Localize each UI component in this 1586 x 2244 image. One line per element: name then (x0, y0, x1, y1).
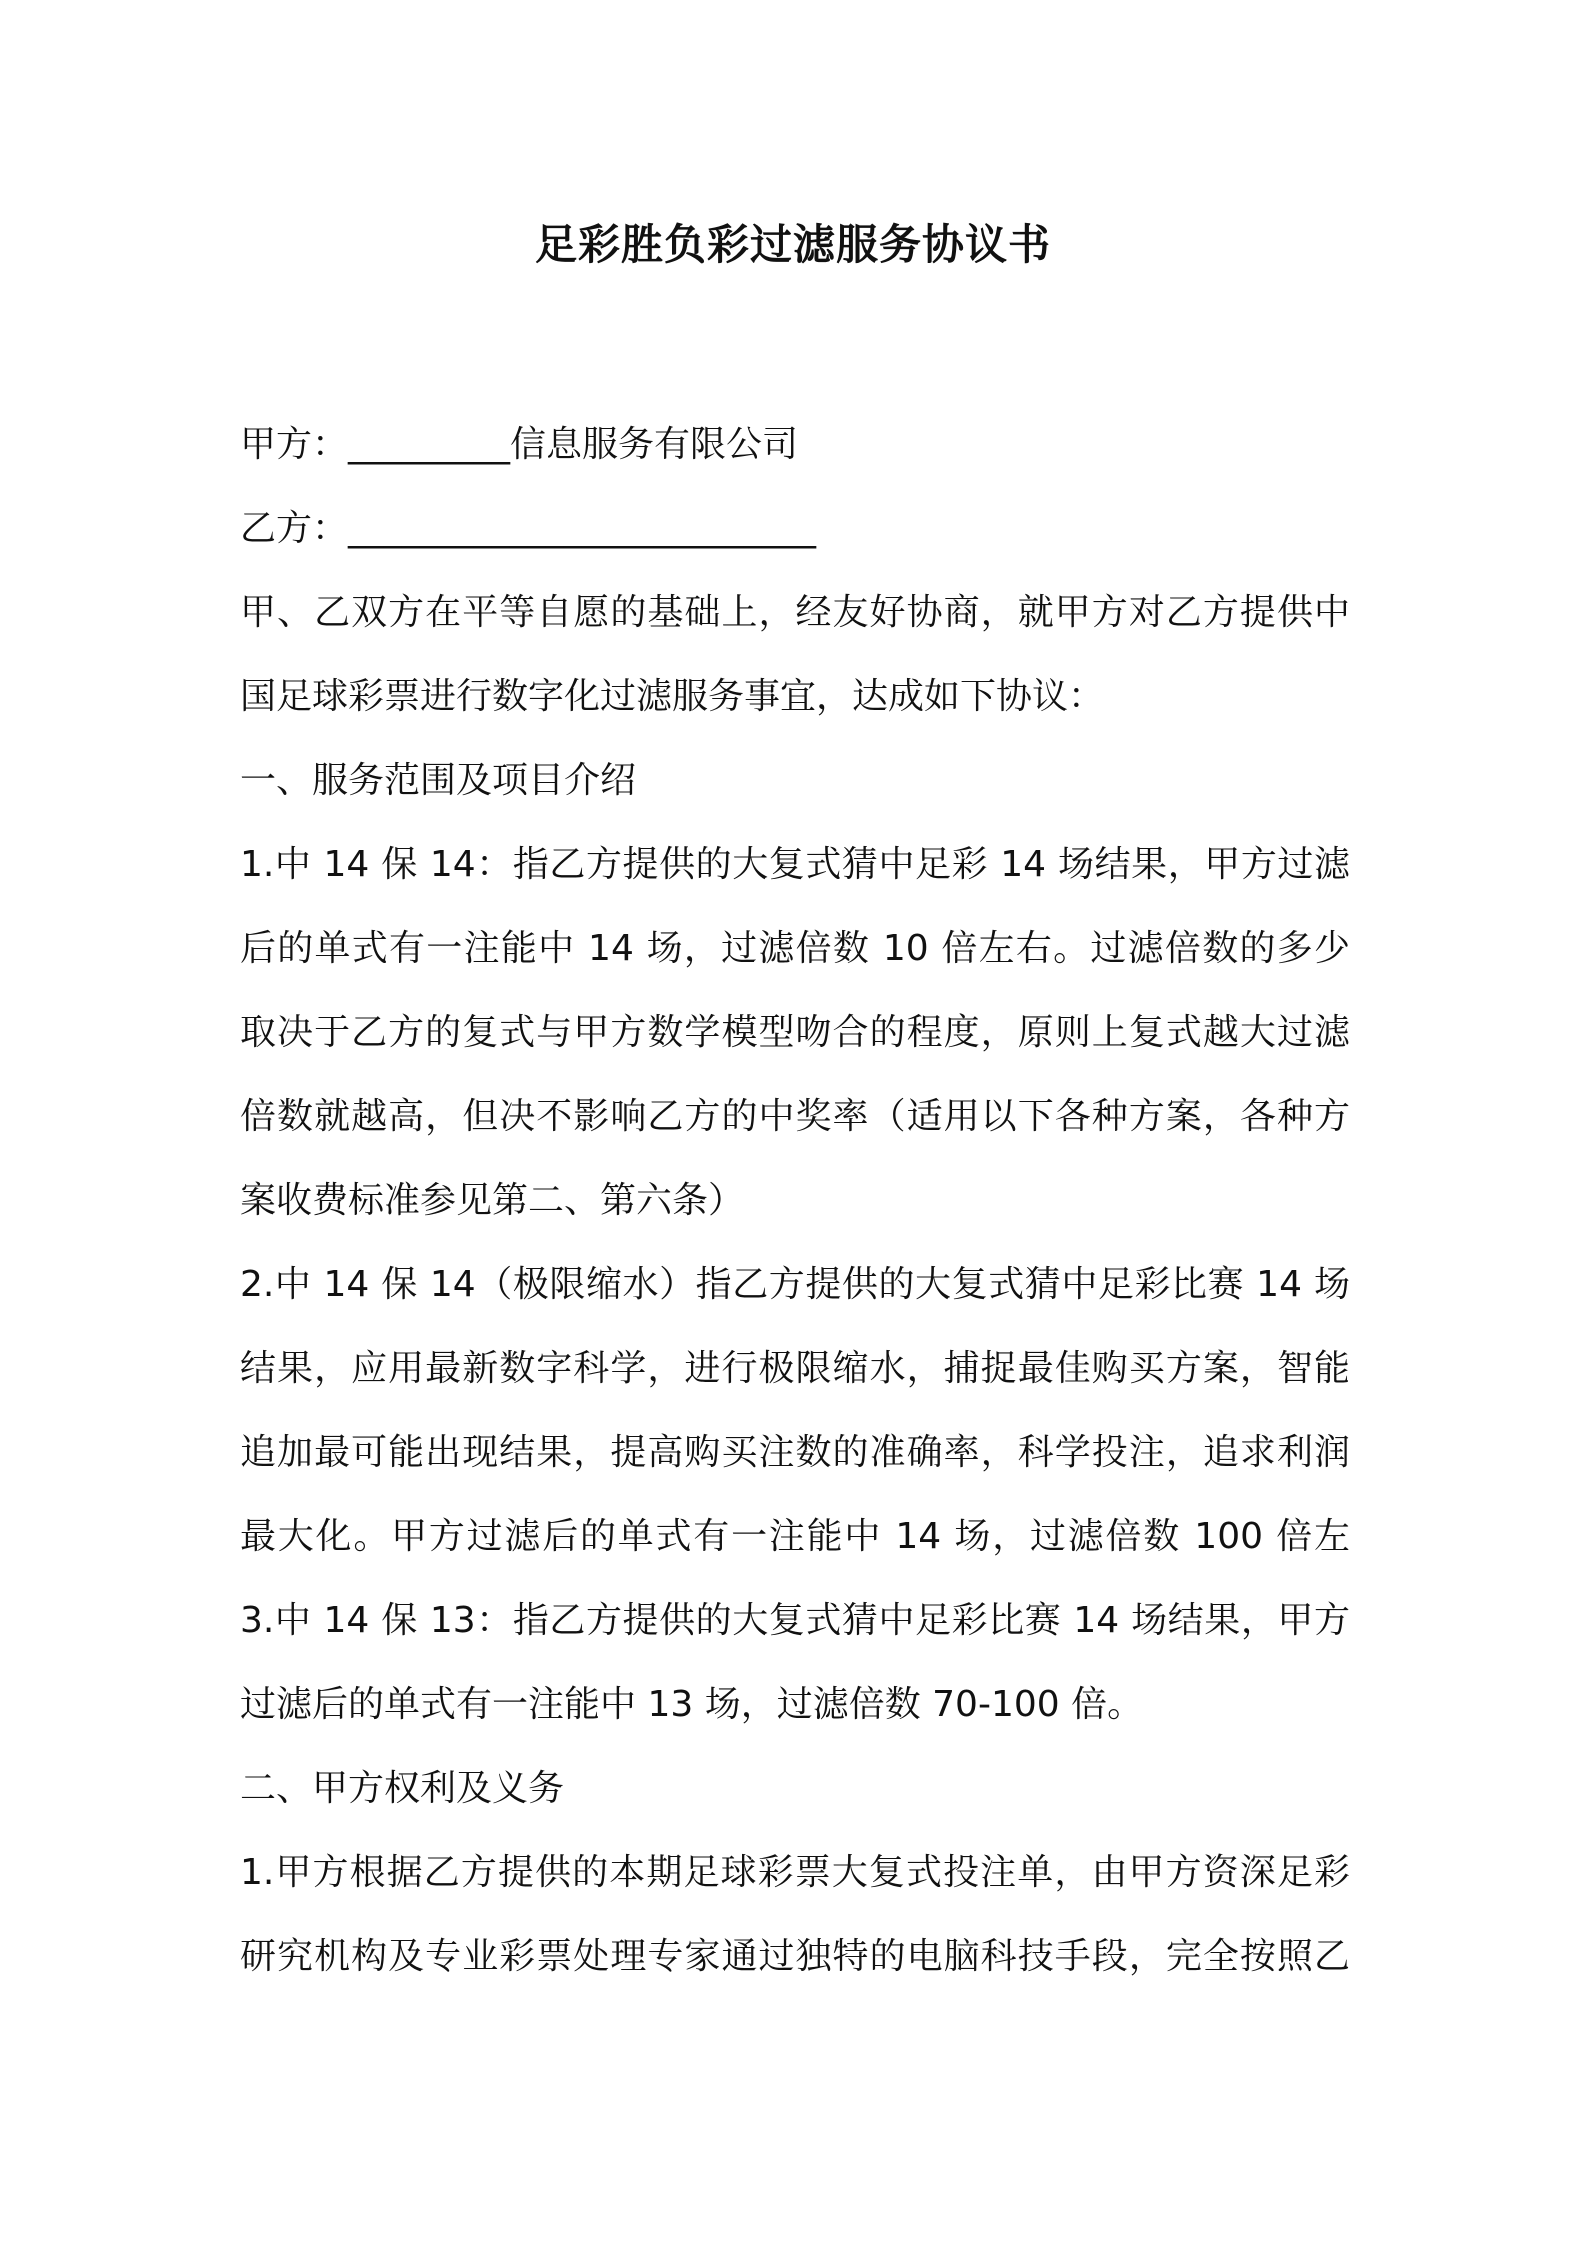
section-heading: 一、服务范围及项目介绍 (240, 760, 637, 801)
text-line: 最大化。甲方过滤后的单式有一注能中 14 场，过滤倍数 100 倍左 (240, 1516, 1350, 1557)
text-line: 2.中 14 保 14（极限缩水）指乙方提供的大复式猜中足彩比赛 14 场 (240, 1264, 1350, 1305)
text-line: 1.中 14 保 14：指乙方提供的大复式猜中足彩 14 场结果，甲方过滤 (240, 844, 1350, 885)
text-line: 后的单式有一注能中 14 场，过滤倍数 10 倍左右。过滤倍数的多少 (240, 928, 1350, 969)
text-line: 取决于乙方的复式与甲方数学模型吻合的程度，原则上复式越大过滤 (240, 1012, 1350, 1053)
text-line: 国足球彩票进行数字化过滤服务事宜，达成如下协议： (240, 676, 1105, 717)
text-line: 过滤后的单式有一注能中 13 场，过滤倍数 70-100 倍。 (240, 1684, 1144, 1725)
document-body (240, 403, 1350, 1999)
text-line: 结果，应用最新数字科学，进行极限缩水，捕捉最佳购买方案，智能 (240, 1348, 1350, 1389)
text-line: 倍数就越高，但决不影响乙方的中奖率（适用以下各种方案，各种方 (240, 1096, 1350, 1137)
text-line: 3.中 14 保 13：指乙方提供的大复式猜中足彩比赛 14 场结果，甲方 (240, 1600, 1350, 1641)
text-line: 乙方：__________________________ (240, 508, 817, 549)
text-line: 1.甲方根据乙方提供的本期足球彩票大复式投注单，由甲方资深足彩 (240, 1852, 1350, 1893)
text-line: 追加最可能出现结果，提高购买注数的准确率，科学投注，追求利润 (240, 1432, 1350, 1473)
text-line: 甲方：_________信息服务有限公司 (240, 424, 799, 465)
text-line: 研究机构及专业彩票处理专家通过独特的电脑科技手段，完全按照乙 (240, 1936, 1350, 1977)
section-heading: 二、甲方权利及义务 (240, 1768, 565, 1809)
document-title: 足彩胜负彩过滤服务协议书 (534, 220, 1051, 269)
text-line: 甲、乙双方在平等自愿的基础上，经友好协商，就甲方对乙方提供中 (240, 592, 1350, 633)
text-line: 案收费标准参见第二、第六条） (240, 1180, 745, 1221)
